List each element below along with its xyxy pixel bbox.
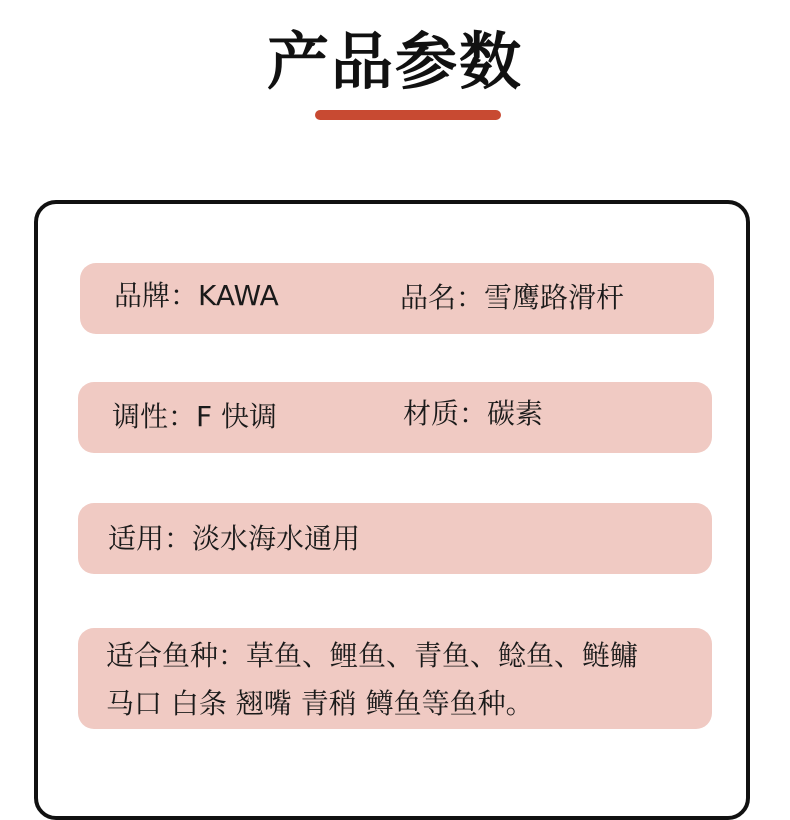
param-row-fish-species — [78, 628, 712, 729]
title-underline — [315, 110, 501, 120]
brand-text: 品牌：KAWA — [114, 279, 279, 312]
param-row-brand-name — [80, 263, 714, 334]
page-title: 产品参数 — [266, 25, 523, 98]
fish-species-line-1: 适合鱼种：草鱼、鲤鱼、青鱼、鲶鱼、鲢鳙 — [106, 639, 639, 672]
param-row-action-material — [78, 382, 712, 453]
param-row-usage — [78, 503, 712, 574]
action-text: 调性：F 快调 — [112, 400, 278, 433]
material-text: 材质：碳素 — [403, 397, 544, 430]
product-name-text: 品名：雪鹰路滑杆 — [400, 281, 625, 314]
usage-text: 适用：淡水海水通用 — [108, 522, 361, 555]
fish-species-line-2: 马口 白条 翘嘴 青稍 鳟鱼等鱼种。 — [106, 687, 534, 720]
